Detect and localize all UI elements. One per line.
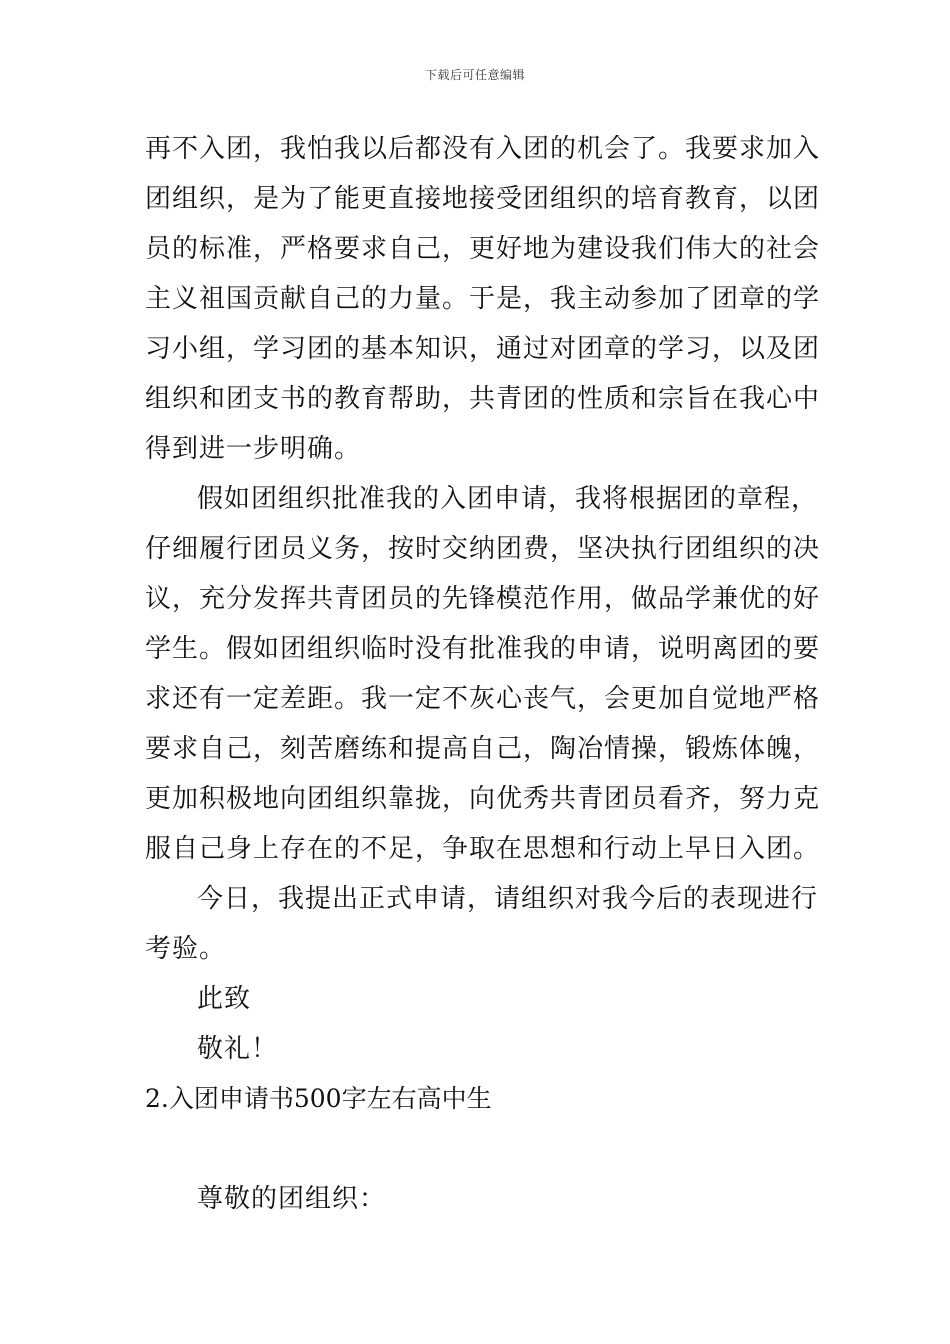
text-line: 求还有一定差距。我一定不灰心丧气，会更加自觉地严格 bbox=[145, 684, 821, 714]
paragraph-1 bbox=[145, 124, 821, 474]
salutation: 尊敬的团组织： bbox=[197, 1184, 387, 1214]
text-line: 假如团组织批准我的入团申请，我将根据团的章程， bbox=[197, 484, 819, 514]
text-line: 得到进一步明确。 bbox=[145, 434, 362, 464]
text-line: 组织和团支书的教育帮助，共青团的性质和宗旨在我心中 bbox=[145, 384, 821, 414]
closing-line: 敬礼！ bbox=[197, 1034, 279, 1064]
closing-line: 此致 bbox=[197, 984, 252, 1014]
text-line: 员的标准，严格要求自己，更好地为建设我们伟大的社会 bbox=[145, 234, 821, 264]
document-body bbox=[145, 124, 821, 1224]
blank-line bbox=[145, 1124, 810, 1174]
text-line: 习小组，学习团的基本知识，通过对团章的学习，以及团 bbox=[145, 334, 821, 364]
section-heading: 2.入团申请书500字左右高中生 bbox=[145, 1084, 492, 1113]
text-line: 仔细履行团员义务，按时交纳团费，坚决执行团组织的决 bbox=[145, 534, 821, 564]
text-line: 服自己身上存在的不足，争取在思想和行动上早日入团。 bbox=[145, 834, 821, 864]
text-line: 今日，我提出正式申请，请组织对我今后的表现进行 bbox=[197, 884, 819, 914]
text-line: 主义祖国贡献自己的力量。于是，我主动参加了团章的学 bbox=[145, 284, 821, 314]
text-line: 团组织，是为了能更直接地接受团组织的培育教育，以团 bbox=[145, 184, 821, 214]
text-line: 要求自己，刻苦磨练和提高自己，陶冶情操，锻炼体魄， bbox=[145, 734, 821, 764]
paragraph-2 bbox=[145, 474, 821, 874]
text-line: 考验。 bbox=[145, 934, 227, 964]
paragraph-3 bbox=[145, 874, 819, 974]
text-line: 更加积极地向团组织靠拢，向优秀共青团员看齐，努力克 bbox=[145, 784, 821, 814]
text-line: 学生。假如团组织临时没有批准我的申请，说明离团的要 bbox=[145, 634, 821, 664]
text-line: 再不入团，我怕我以后都没有入团的机会了。我要求加入 bbox=[145, 134, 821, 164]
page-header: 下载后可任意编辑 bbox=[424, 68, 525, 82]
text-line: 议，充分发挥共青团员的先锋模范作用，做品学兼优的好 bbox=[145, 584, 821, 614]
